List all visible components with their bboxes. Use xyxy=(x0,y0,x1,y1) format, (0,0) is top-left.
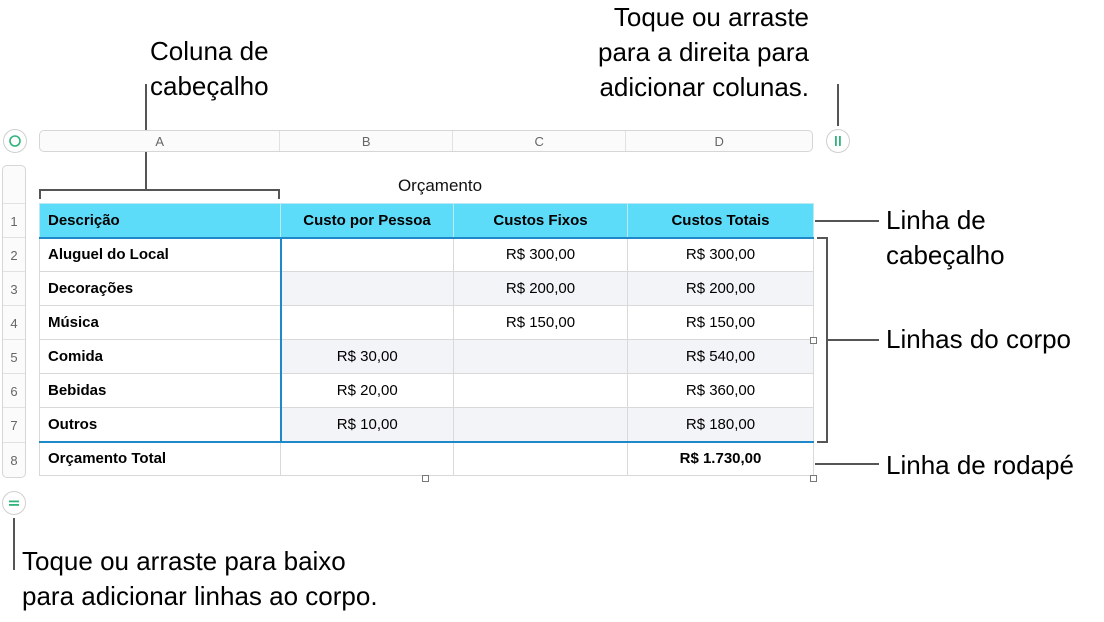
callout-header-column: Coluna de cabeçalho xyxy=(150,36,269,101)
table-row xyxy=(40,238,814,272)
table-row xyxy=(40,374,814,408)
table-cell[interactable] xyxy=(281,306,454,340)
callout-add-rows: Toque ou arraste para baixo para adicionar linhas ao corpo. xyxy=(22,546,378,611)
table-cell[interactable] xyxy=(454,340,628,374)
row-number[interactable]: 6 xyxy=(10,384,18,399)
resize-handle-right[interactable] xyxy=(810,337,817,344)
budget-table[interactable] xyxy=(39,203,814,476)
table-cell[interactable]: R$ 180,00 xyxy=(628,408,814,442)
leader-body-rows xyxy=(827,339,879,341)
row-number[interactable]: 8 xyxy=(10,453,18,468)
row-number[interactable]: 1 xyxy=(10,214,18,229)
column-letter[interactable]: B xyxy=(280,131,453,151)
callout-body-rows: Linhas do corpo xyxy=(886,324,1072,354)
table-cell[interactable]: R$ 10,00 xyxy=(281,408,454,442)
table-title[interactable]: Orçamento xyxy=(397,176,483,195)
row-number[interactable]: 5 xyxy=(10,350,18,365)
row-label-cell[interactable]: Bebidas xyxy=(40,374,281,408)
callout-add-columns: Toque ou arraste para a direita para adicionar colunas. xyxy=(598,2,810,102)
table-cell[interactable]: R$ 360,00 xyxy=(628,374,814,408)
footer-cell[interactable] xyxy=(454,442,628,476)
leader-add-columns xyxy=(837,84,839,126)
table-cell[interactable] xyxy=(454,408,628,442)
footer-row xyxy=(40,442,814,476)
leader-header-row xyxy=(815,220,879,222)
resize-handle-bottom[interactable] xyxy=(422,475,429,482)
resize-handle-corner[interactable] xyxy=(810,475,817,482)
table-cell[interactable]: R$ 200,00 xyxy=(628,272,814,306)
pause-bars-icon xyxy=(832,134,844,148)
row-number[interactable]: 2 xyxy=(10,248,18,263)
leader-footer-row xyxy=(815,463,879,465)
column-letter[interactable]: A xyxy=(40,131,280,151)
table-cell[interactable]: R$ 150,00 xyxy=(454,306,628,340)
bracket-header-column xyxy=(39,189,280,191)
header-row xyxy=(40,204,814,238)
table-cell[interactable] xyxy=(454,374,628,408)
callout-footer-row: Linha de rodapé xyxy=(886,450,1074,480)
table-cell[interactable] xyxy=(281,238,454,272)
footer-label-cell[interactable]: Orçamento Total xyxy=(40,442,281,476)
column-letter[interactable]: D xyxy=(714,133,724,149)
row-label-cell[interactable]: Outros xyxy=(40,408,281,442)
table-cell[interactable]: R$ 300,00 xyxy=(628,238,814,272)
add-rows-handle[interactable] xyxy=(2,491,26,515)
table-row xyxy=(40,272,814,306)
header-cell[interactable]: Custo por Pessoa xyxy=(281,204,454,238)
table-cell[interactable]: R$ 300,00 xyxy=(454,238,628,272)
table-cell[interactable]: R$ 540,00 xyxy=(628,340,814,374)
leader-add-rows xyxy=(13,518,15,570)
table-cell[interactable]: R$ 30,00 xyxy=(281,340,454,374)
table-cell[interactable] xyxy=(281,272,454,306)
footer-cell[interactable]: R$ 1.730,00 xyxy=(628,442,814,476)
row-reference-bar[interactable] xyxy=(2,165,26,478)
table-row xyxy=(40,340,814,374)
row-number[interactable]: 3 xyxy=(10,282,18,297)
equals-bars-icon xyxy=(7,497,21,509)
select-table-button[interactable] xyxy=(3,129,27,153)
column-reference-bar[interactable] xyxy=(39,130,813,152)
circle-icon xyxy=(8,134,22,148)
table-cell[interactable]: R$ 150,00 xyxy=(628,306,814,340)
table-cell[interactable]: R$ 20,00 xyxy=(281,374,454,408)
callout-header-row: Linha de cabeçalho xyxy=(886,205,1005,270)
header-cell[interactable]: Custos Totais xyxy=(628,204,814,238)
table-cell[interactable]: R$ 200,00 xyxy=(454,272,628,306)
add-columns-handle[interactable] xyxy=(826,129,850,153)
row-label-cell[interactable]: Música xyxy=(40,306,281,340)
row-number[interactable]: 7 xyxy=(10,418,18,433)
row-number[interactable]: 4 xyxy=(10,316,18,331)
header-cell[interactable]: Descrição xyxy=(40,204,281,238)
table-row xyxy=(40,408,814,442)
row-label-cell[interactable]: Aluguel do Local xyxy=(40,238,281,272)
row-label-cell[interactable]: Comida xyxy=(40,340,281,374)
row-label-cell[interactable]: Decorações xyxy=(40,272,281,306)
footer-cell[interactable] xyxy=(281,442,454,476)
header-cell[interactable]: Custos Fixos xyxy=(454,204,628,238)
column-letter[interactable]: C xyxy=(453,131,627,151)
table-row xyxy=(40,306,814,340)
